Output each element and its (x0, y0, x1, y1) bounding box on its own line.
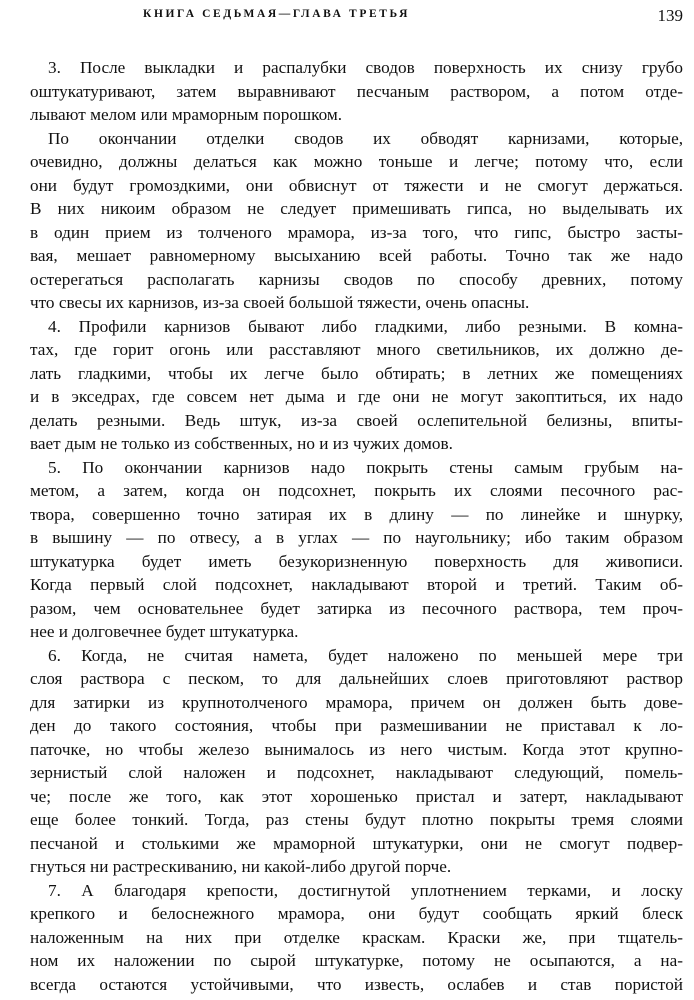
text-line: еще более тонкий. Тогда, раз стены будут плотно покрыты тремя слоями (30, 810, 683, 829)
text-line: метом, а затем, когда он подсохнет, покрыть их слоями песочного рас- (30, 481, 683, 500)
paragraph (30, 456, 683, 644)
page-number: 139 (657, 6, 683, 25)
text-line: лывают мелом или мраморным порошком. (30, 105, 343, 124)
text-line: разом, чем основательнее будет затирка из песочного раствора, тем проч- (30, 598, 683, 618)
text-line: песчаной и столькими же мраморной штукатурки, они не смогут подвер- (30, 833, 683, 853)
text-line: они будут громоздкими, они обвиснут от тяжести и не смогут держаться. (30, 175, 683, 195)
text-line: оштукатуривают, затем выравнивают песчаным раствором, а потом отде- (30, 81, 683, 101)
page-header (0, 6, 694, 30)
text-line: зернистый слой наложен и подсохнет, накладывают следующий, помель- (30, 763, 683, 782)
text-line: гнуться ни растрескиванию, ни какой-либо другой порче. (30, 857, 452, 876)
text-line: что свесы их карнизов, из-за своей большой тяжести, очень опасны. (30, 293, 530, 312)
text-line: вает дым не только из собственных, но и из чужих домов. (30, 434, 453, 453)
text-line: че; после же того, как этот хорошенько пристал и затерт, накладывают (30, 786, 683, 806)
text-line: 7. А благодаря крепости, достигнутой уплотнением терками, и лоску (48, 880, 683, 900)
text-line: 5. По окончании карнизов надо покрыть стены самым грубым на- (48, 457, 683, 477)
text-line: нее и долговечнее будет штукатурка. (30, 622, 299, 641)
text-line: 3. После выкладки и распалубки сводов поверхность их снизу грубо (48, 58, 683, 77)
text-line: слоя раствора с песком, то для дальнейших слоев приготовляют раствор (30, 669, 683, 688)
text-line: Когда первый слой подсохнет, накладывают второй и третий. Таким об- (30, 575, 683, 594)
text-line: всегда остаются устойчивыми, что известь, ослабев и став пористой (30, 974, 683, 994)
paragraph (30, 56, 683, 127)
text-line: тах, где горит огонь или расставляют много светильников, их должно де- (30, 340, 683, 359)
text-line: очевидно, должны делаться как можно тоньше и легче; потому что, если (30, 152, 683, 171)
text-line: в вышину — по отвесу, а в углах — по наугольнику; ибо таким образом (30, 528, 683, 547)
text-line: паточке, но чтобы железо вынималось из него чистым. Когда этот крупно- (30, 739, 683, 759)
text-line: и в экседрах, где совсем нет дыма и где они не могут закоптиться, их надо (30, 387, 683, 406)
text-line: По окончании отделки сводов их обводят карнизами, которые, (48, 128, 683, 148)
text-line: штукатурка будет иметь безукоризненную поверхность для живописи. (30, 551, 683, 571)
text-line: ден до такого состояния, чтобы при размешивании не приставал к ло- (30, 716, 683, 735)
text-line: 4. Профили карнизов бывают либо гладкими, либо резными. В комна- (48, 316, 683, 336)
text-line: остерегаться располагать карнизы сводов по способу древних, потому (30, 269, 683, 289)
paragraph (30, 879, 683, 997)
text-line: вая, мешает равномерному высыханию всей работы. Точно так же надо (30, 246, 683, 265)
text-line: наложенным на них при отделке краскам. Краски же, при тщатель- (30, 927, 683, 947)
running-title: КНИГА СЕДЬМАЯ—ГЛАВА ТРЕТЬЯ (143, 8, 410, 20)
text-line: ном их наложении по сырой штукатурке, потому не осыпаются, а на- (30, 951, 683, 970)
text-line: в один прием из толченого мрамора, из-за того, что гипс, быстро засты- (30, 222, 683, 242)
paragraph (30, 644, 683, 879)
paragraph (30, 315, 683, 456)
text-line: 6. Когда, не считая намета, будет наложено по меньшей мере три (48, 645, 683, 665)
text-line: В них никоим образом не следует примешивать гипса, но выделывать их (30, 199, 683, 218)
text-line: крепкого и белоснежного мрамора, они будут сообщать яркий блеск (30, 904, 683, 923)
text-line: твора, совершенно точно затирая их в длину — по линейке и шнурку, (30, 504, 683, 524)
text-line: делать резными. Ведь штук, из-за своей ослепительной белизны, впиты- (30, 410, 683, 430)
text-line: лать гладкими, чтобы их легче было обтирать; в летних же помещениях (30, 363, 683, 383)
paragraph (30, 127, 683, 315)
text-line: для затирки из крупнотолченого мрамора, причем он должен быть дове- (30, 692, 683, 712)
body-text (30, 56, 683, 996)
